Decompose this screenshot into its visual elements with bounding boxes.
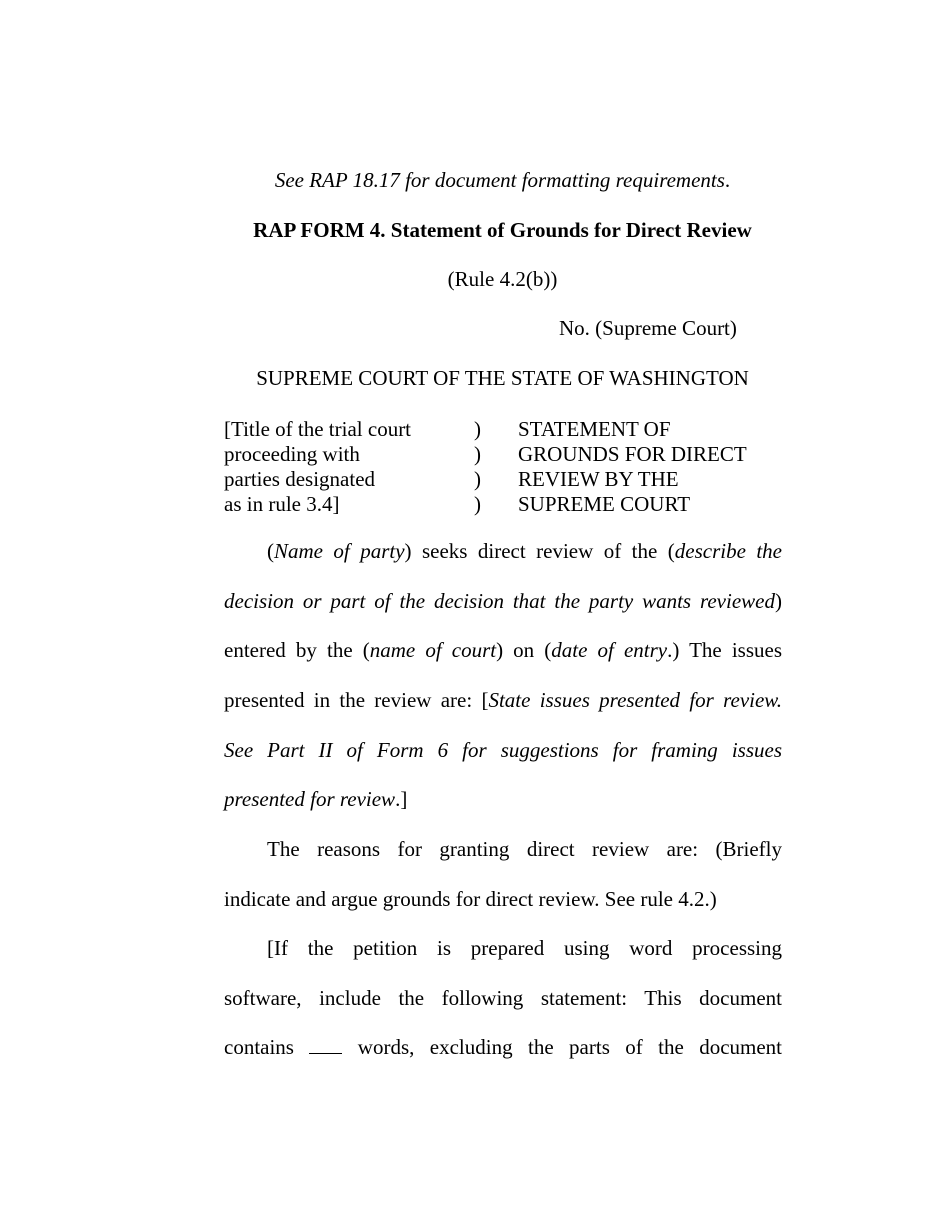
- paragraph-review-request: [224, 527, 782, 825]
- caption-left-line: parties designated: [224, 467, 376, 491]
- text-run: ): [775, 588, 782, 613]
- form-title: RAP FORM 4. Statement of Grounds for Direct Review: [253, 218, 752, 242]
- text-run: entered by the (: [224, 638, 370, 663]
- placeholder-describe-decision-cont: decision or part of the decision that the party wants reviewed: [224, 588, 775, 613]
- formatting-note: [0, 170, 950, 191]
- caption-right-line: GROUNDS FOR DIRECT: [518, 442, 747, 466]
- text-run: .]: [395, 787, 408, 812]
- text-run: ) on (: [496, 638, 552, 663]
- paragraph-line: software, include the following statement: This document: [224, 985, 782, 1010]
- paragraph-line: [224, 1023, 782, 1073]
- caption-paren: ): [474, 442, 481, 466]
- text-run: words, excluding the parts of the document: [357, 1035, 783, 1060]
- placeholder-state-issues: State issues presented for review.: [488, 688, 782, 713]
- placeholder-state-issues-cont: See Part II of Form 6 for suggestions for framing issues: [224, 737, 782, 762]
- paragraph-line: [224, 676, 782, 726]
- caption-title-block: [224, 417, 474, 517]
- caption-right-line: REVIEW BY THE: [518, 467, 679, 491]
- formatting-note-text: See RAP 18.17 for document formatting requirements: [274, 168, 725, 192]
- caption-paren: ): [474, 467, 481, 491]
- text-run: contains: [224, 1035, 294, 1060]
- caption-right-line: STATEMENT OF: [518, 417, 671, 441]
- paragraph-word-count: [224, 924, 782, 1073]
- paragraph-line: [224, 775, 782, 825]
- placeholder-state-issues-end: presented for review: [224, 787, 396, 812]
- caption-left-line: proceeding with: [224, 442, 360, 466]
- caption-paren: ): [474, 417, 481, 441]
- text-run: .) The issues: [667, 638, 782, 663]
- court-name: SUPREME COURT OF THE STATE OF WASHINGTON: [256, 366, 749, 390]
- formatting-note-period: .: [724, 168, 731, 192]
- text-run: ) seeks direct review of the (: [404, 539, 675, 563]
- paragraph-reasons: [224, 825, 782, 924]
- text-run: (: [267, 539, 274, 563]
- paragraph-line: [If the petition is prepared using word processing: [267, 936, 782, 960]
- paragraph-line: [224, 577, 782, 627]
- placeholder-name-of-party: Name of party: [274, 539, 405, 563]
- placeholder-name-of-court: name of court: [369, 638, 497, 663]
- word-count-blank[interactable]: [309, 1035, 342, 1054]
- case-number: No. (Supreme Court): [559, 316, 737, 340]
- caption-paren: ): [474, 492, 481, 516]
- caption-document-title: [518, 417, 788, 517]
- caption-parens: [474, 417, 494, 517]
- rule-reference: (Rule 4.2(b)): [447, 267, 558, 291]
- placeholder-describe-decision: describe the: [674, 539, 783, 563]
- paragraph-line: [224, 726, 782, 776]
- paragraph-line: [224, 626, 782, 676]
- caption-left-line: as in rule 3.4]: [224, 492, 340, 516]
- caption-right-line: SUPREME COURT: [518, 492, 691, 516]
- paragraph-line: The reasons for granting direct review are: (Briefly: [267, 837, 782, 861]
- paragraph-line: indicate and argue grounds for direct review. See rule 4.2.): [224, 886, 717, 911]
- paragraph-line: [224, 527, 782, 577]
- caption-left-line: [Title of the trial court: [224, 417, 412, 441]
- text-run: presented in the review are: [: [224, 688, 489, 713]
- placeholder-date-of-entry: date of entry: [551, 638, 668, 663]
